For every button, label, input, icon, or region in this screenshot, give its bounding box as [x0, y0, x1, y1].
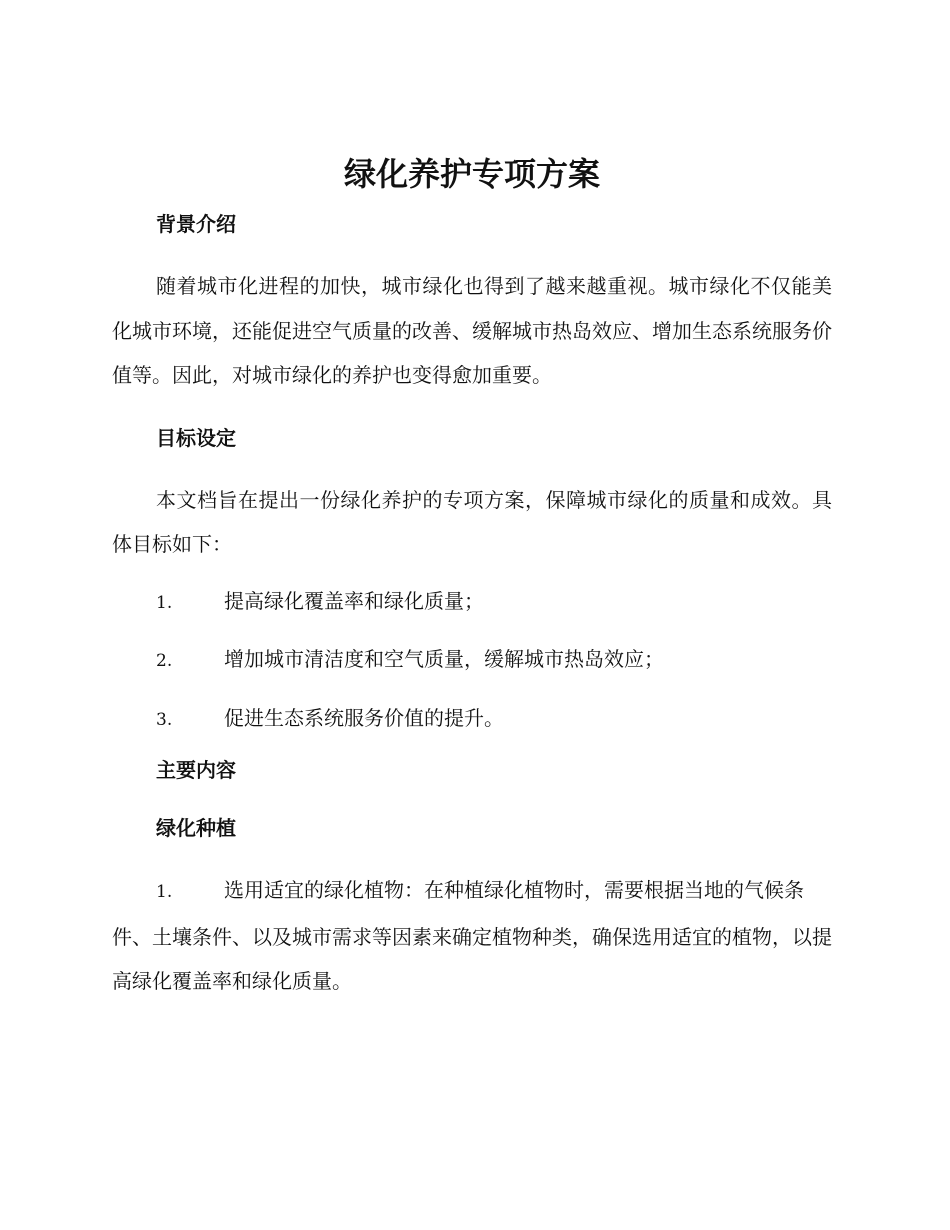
list-text: 提高绿化覆盖率和绿化质量； [224, 588, 484, 613]
list-text: 选用适宜的绿化植物：在种植绿化植物时，需要根据当地的气候条件、土壤条件、以及城市需求等因素来确定植物种类，确保选用适宜的植物，以提高绿化覆盖率和绿化质量。 [112, 878, 832, 993]
list-number: 1. [156, 882, 173, 902]
list-text: 促进生态系统服务价值的提升。 [224, 705, 504, 730]
section-heading-goals: 目标设定 [156, 425, 236, 450]
list-number: 2. [156, 651, 173, 671]
list-number: 3. [156, 709, 173, 730]
goals-paragraph: 本文档旨在提出一份绿化养护的专项方案，保障城市绿化的质量和成效。具体目标如下： [112, 487, 832, 556]
section-heading-background: 背景介绍 [156, 212, 236, 236]
background-paragraph: 随着城市化进程的加快，城市绿化也得到了越来越重视。城市绿化不仅能美化城市环境，还能促进空气质量的改善、缓解城市热岛效应、增加生态系统服务价值等。因此，对城市绿化的养护也变得愈加重要。 [112, 274, 832, 387]
document-page [112, 150, 832, 1004]
planting-item [112, 868, 832, 1004]
list-text: 增加城市清洁度和空气质量，缓解城市热岛效应； [224, 647, 664, 671]
goal-item [112, 637, 832, 684]
list-number: 1. [156, 592, 173, 613]
goal-item [112, 579, 832, 626]
section-heading-planting: 绿化种植 [156, 816, 236, 840]
document-title: 绿化养护专项方案 [343, 155, 600, 193]
section-heading-main: 主要内容 [156, 758, 236, 782]
goal-item [112, 696, 832, 743]
